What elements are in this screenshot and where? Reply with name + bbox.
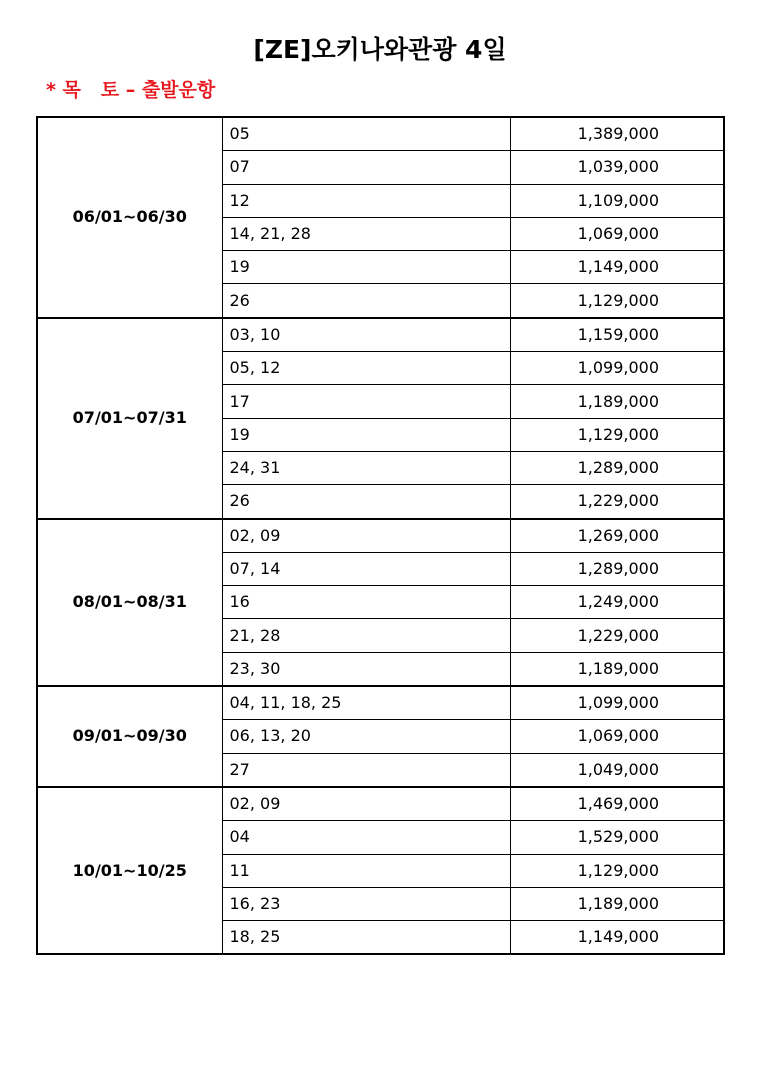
price-cell: 1,189,000 <box>510 385 724 418</box>
price-table-body <box>37 117 724 954</box>
price-cell: 1,249,000 <box>510 586 724 619</box>
price-cell: 1,149,000 <box>510 921 724 955</box>
departure-note: * 목 토 – 출발운항 <box>46 79 216 101</box>
price-cell: 1,109,000 <box>510 184 724 217</box>
departure-dates-cell: 02, 09 <box>222 787 510 821</box>
price-cell: 1,129,000 <box>510 284 724 318</box>
departure-dates-cell: 11 <box>222 854 510 887</box>
period-range-cell: 07/01~07/31 <box>37 318 222 519</box>
price-cell: 1,159,000 <box>510 318 724 352</box>
price-cell: 1,049,000 <box>510 753 724 787</box>
departure-dates-cell: 16 <box>222 586 510 619</box>
price-cell: 1,229,000 <box>510 619 724 652</box>
departure-dates-cell: 27 <box>222 753 510 787</box>
departure-dates-cell: 14, 21, 28 <box>222 217 510 250</box>
departure-dates-cell: 02, 09 <box>222 519 510 553</box>
price-cell: 1,099,000 <box>510 352 724 385</box>
price-cell: 1,129,000 <box>510 418 724 451</box>
price-cell: 1,269,000 <box>510 519 724 553</box>
price-cell: 1,289,000 <box>510 451 724 484</box>
price-cell: 1,229,000 <box>510 485 724 519</box>
departure-dates-cell: 07 <box>222 151 510 184</box>
departure-dates-cell: 26 <box>222 485 510 519</box>
page-title: [ZE]오키나와관광 4일 <box>253 35 507 64</box>
departure-dates-cell: 24, 31 <box>222 451 510 484</box>
departure-dates-cell: 05, 12 <box>222 352 510 385</box>
period-range-cell: 08/01~08/31 <box>37 519 222 686</box>
price-cell: 1,289,000 <box>510 552 724 585</box>
table-row <box>37 686 724 720</box>
departure-dates-cell: 04 <box>222 821 510 854</box>
departure-dates-cell: 18, 25 <box>222 921 510 955</box>
table-row <box>37 787 724 821</box>
period-range-cell: 09/01~09/30 <box>37 686 222 787</box>
departure-dates-cell: 16, 23 <box>222 887 510 920</box>
price-cell: 1,129,000 <box>510 854 724 887</box>
departure-dates-cell: 03, 10 <box>222 318 510 352</box>
price-cell: 1,469,000 <box>510 787 724 821</box>
period-range-cell: 06/01~06/30 <box>37 117 222 318</box>
departure-dates-cell: 05 <box>222 117 510 151</box>
table-row <box>37 117 724 151</box>
departure-dates-cell: 21, 28 <box>222 619 510 652</box>
departure-dates-cell: 17 <box>222 385 510 418</box>
price-cell: 1,069,000 <box>510 720 724 753</box>
departure-dates-cell: 19 <box>222 251 510 284</box>
departure-dates-cell: 26 <box>222 284 510 318</box>
departure-dates-cell: 04, 11, 18, 25 <box>222 686 510 720</box>
departure-dates-cell: 19 <box>222 418 510 451</box>
price-cell: 1,149,000 <box>510 251 724 284</box>
table-row <box>37 318 724 352</box>
departure-dates-cell: 12 <box>222 184 510 217</box>
departure-dates-cell: 06, 13, 20 <box>222 720 510 753</box>
table-row <box>37 519 724 553</box>
period-range-cell: 10/01~10/25 <box>37 787 222 954</box>
price-cell: 1,069,000 <box>510 217 724 250</box>
departure-dates-cell: 07, 14 <box>222 552 510 585</box>
price-cell: 1,189,000 <box>510 652 724 686</box>
price-cell: 1,189,000 <box>510 887 724 920</box>
price-cell: 1,389,000 <box>510 117 724 151</box>
departure-dates-cell: 23, 30 <box>222 652 510 686</box>
price-cell: 1,099,000 <box>510 686 724 720</box>
price-cell: 1,529,000 <box>510 821 724 854</box>
price-cell: 1,039,000 <box>510 151 724 184</box>
price-table <box>36 116 725 955</box>
